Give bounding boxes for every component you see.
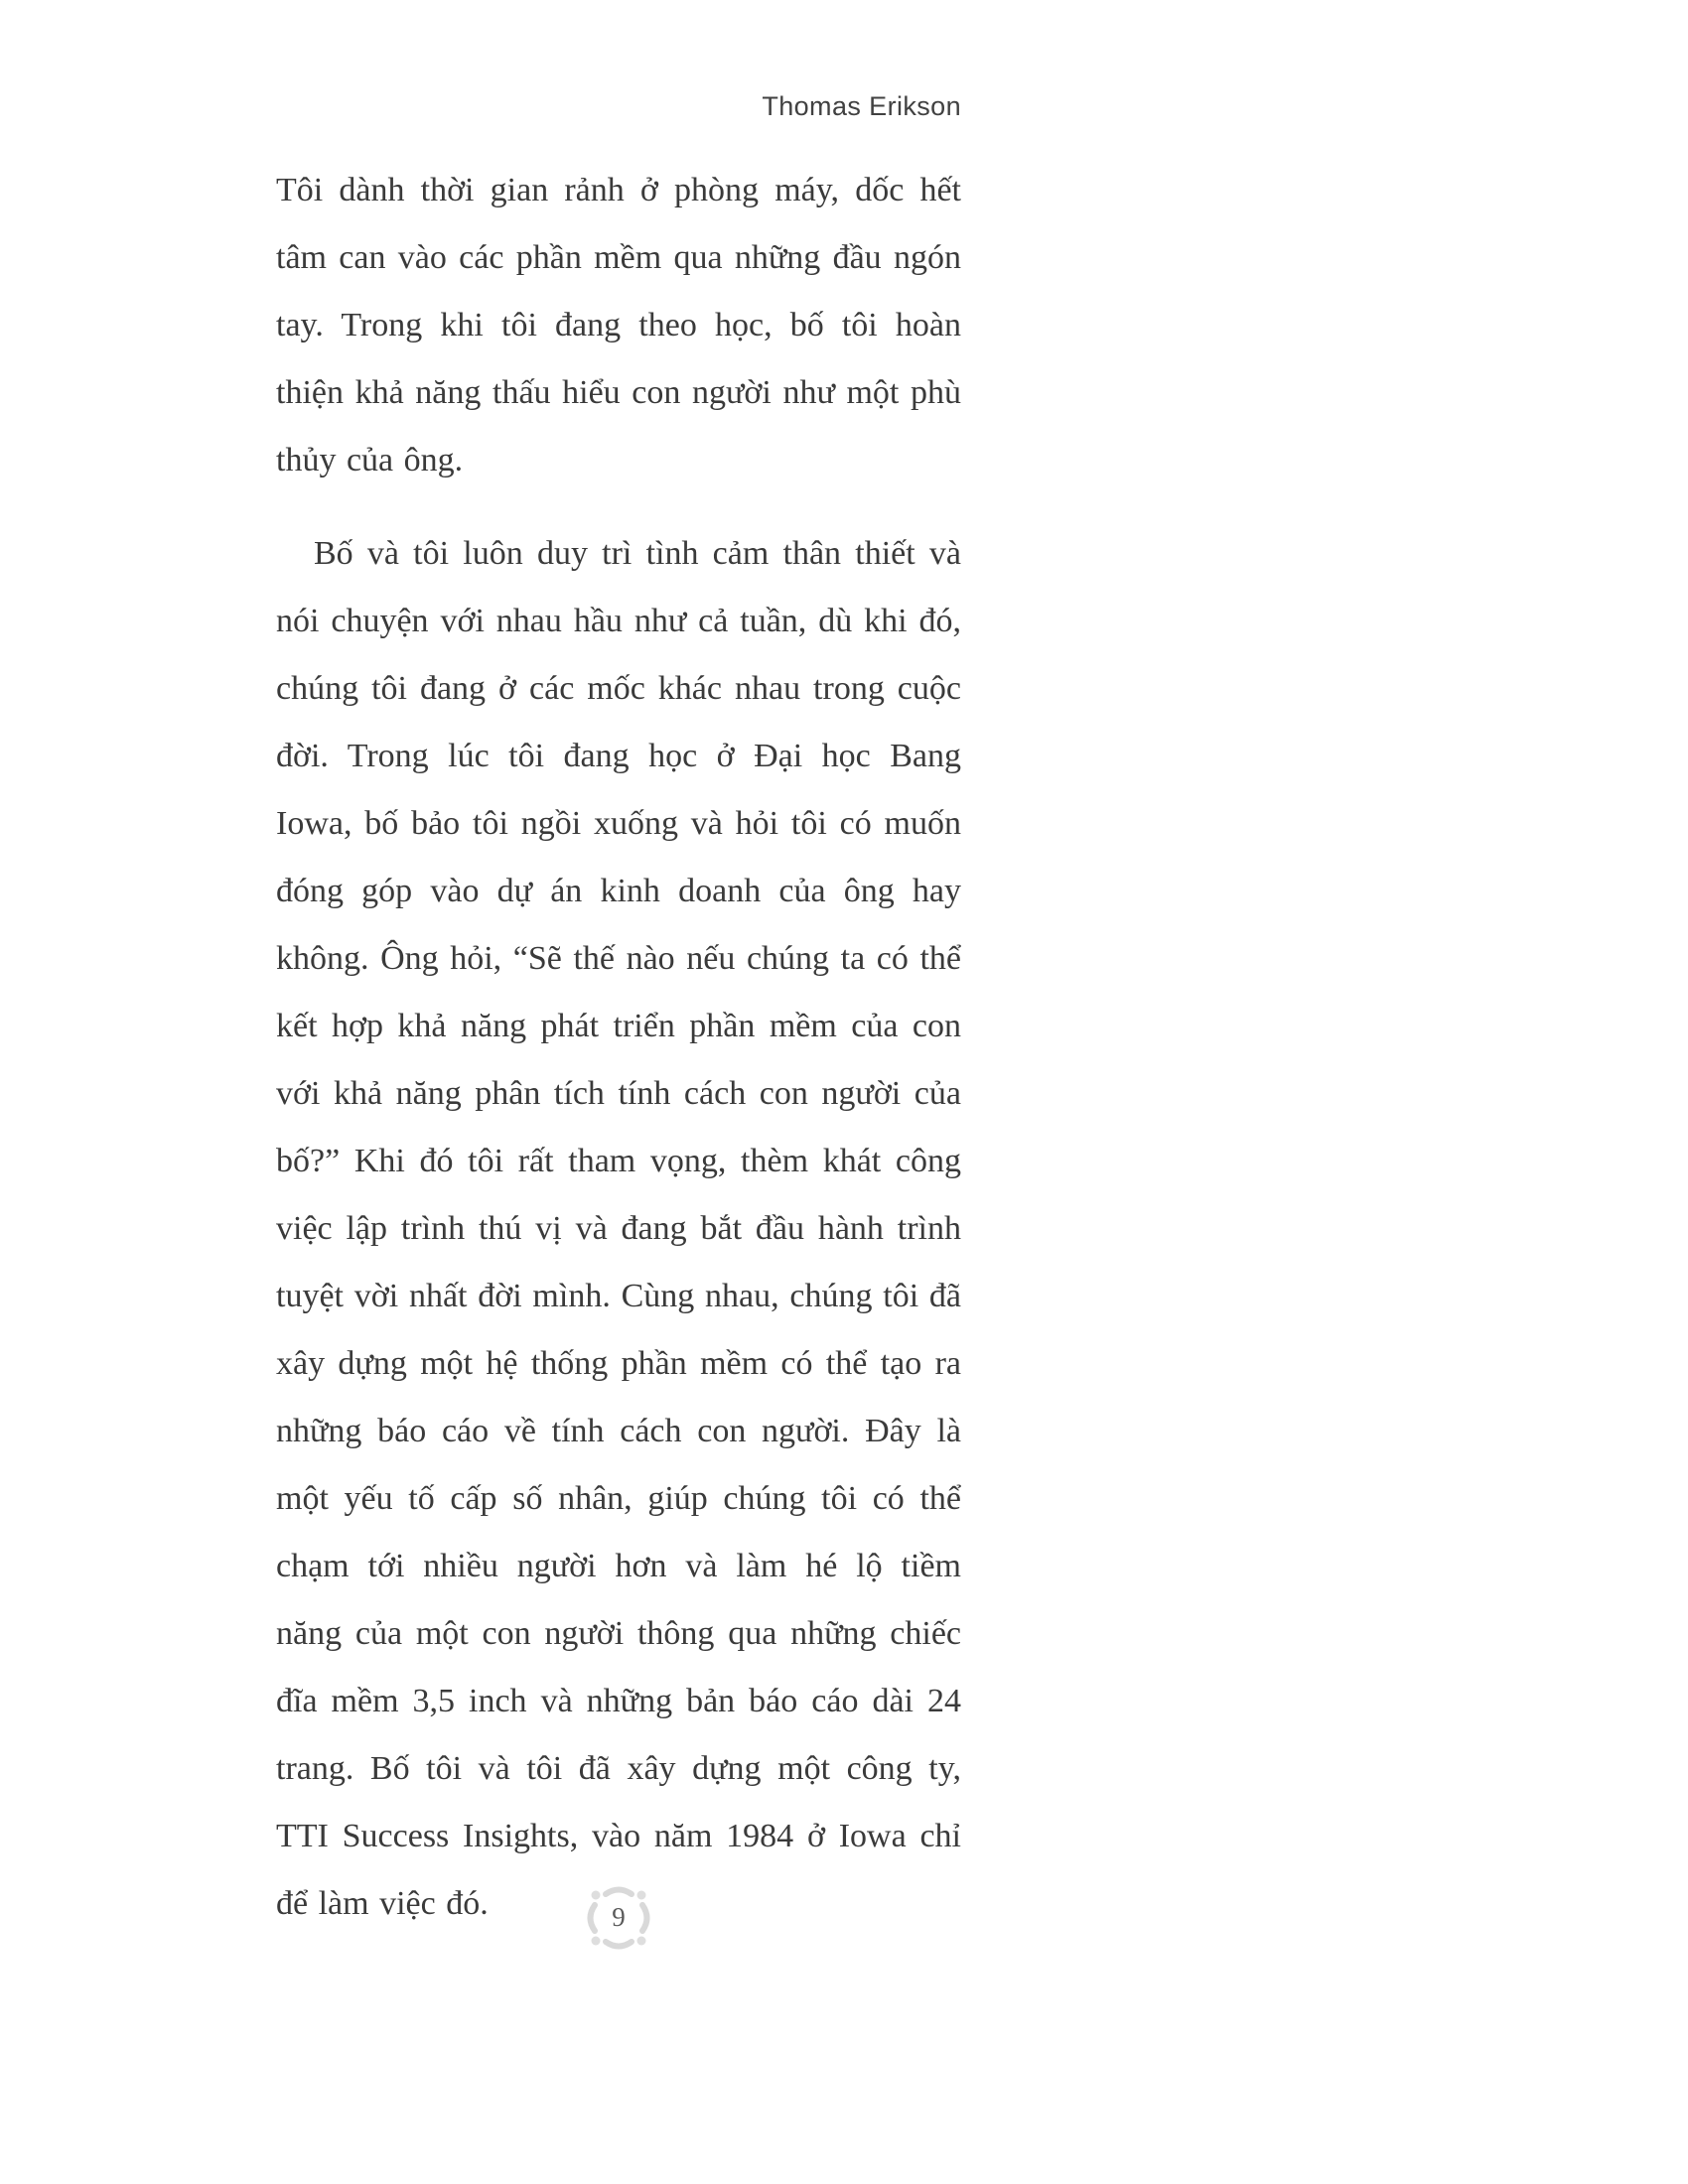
page-footer (583, 1882, 654, 1954)
paragraph-2: Bố và tôi luôn duy trì tình cảm thân thiết và nói chuyện với nhau hầu như cả tuần, dù khi đó, chúng tôi đang ở các mốc khác nhau trong cuộc đời. Trong lúc tôi đang học ở Đại học Bang Iowa, bố bảo tôi ngồi xuống và hỏi tôi có muốn đóng góp vào dự án kinh doanh của ông hay không. Ông hỏi, “Sẽ thế nào nếu chúng ta có thể kết hợp khả năng phát triển phần mềm của con với khả năng phân tích tính cách con người của bố?” Khi đó tôi rất tham vọng, thèm khát công việc lập trình thú vị và đang bắt đầu hành trình tuyệt vời nhất đời mình. Cùng nhau, chúng tôi đã xây dựng một hệ thống phần mềm có thể tạo ra những báo cáo về tính cách con người. Đây là một yếu tố cấp số nhân, giúp chúng tôi có thể chạm tới nhiều người hơn và làm hé lộ tiềm năng của một con người thông qua những chiếc đĩa mềm 3,5 inch và những bản báo cáo dài 24 trang. Bố tôi và tôi đã xây dựng một công ty, TTI Success Insights, vào năm 1984 ở Iowa chỉ để làm việc đó. (276, 535, 961, 1922)
paragraph-1: Tôi dành thời gian rảnh ở phòng máy, dốc hết tâm can vào các phần mềm qua những đầu ngón tay. Trong khi tôi đang theo học, bố tôi hoàn thiện khả năng thấu hiểu con người như một phù thủy của ông. (276, 172, 961, 478)
text-column (276, 0, 961, 2184)
body-text (276, 157, 961, 1938)
page-number: 9 (612, 1901, 626, 1932)
running-head-author: Thomas Erikson (762, 91, 961, 121)
